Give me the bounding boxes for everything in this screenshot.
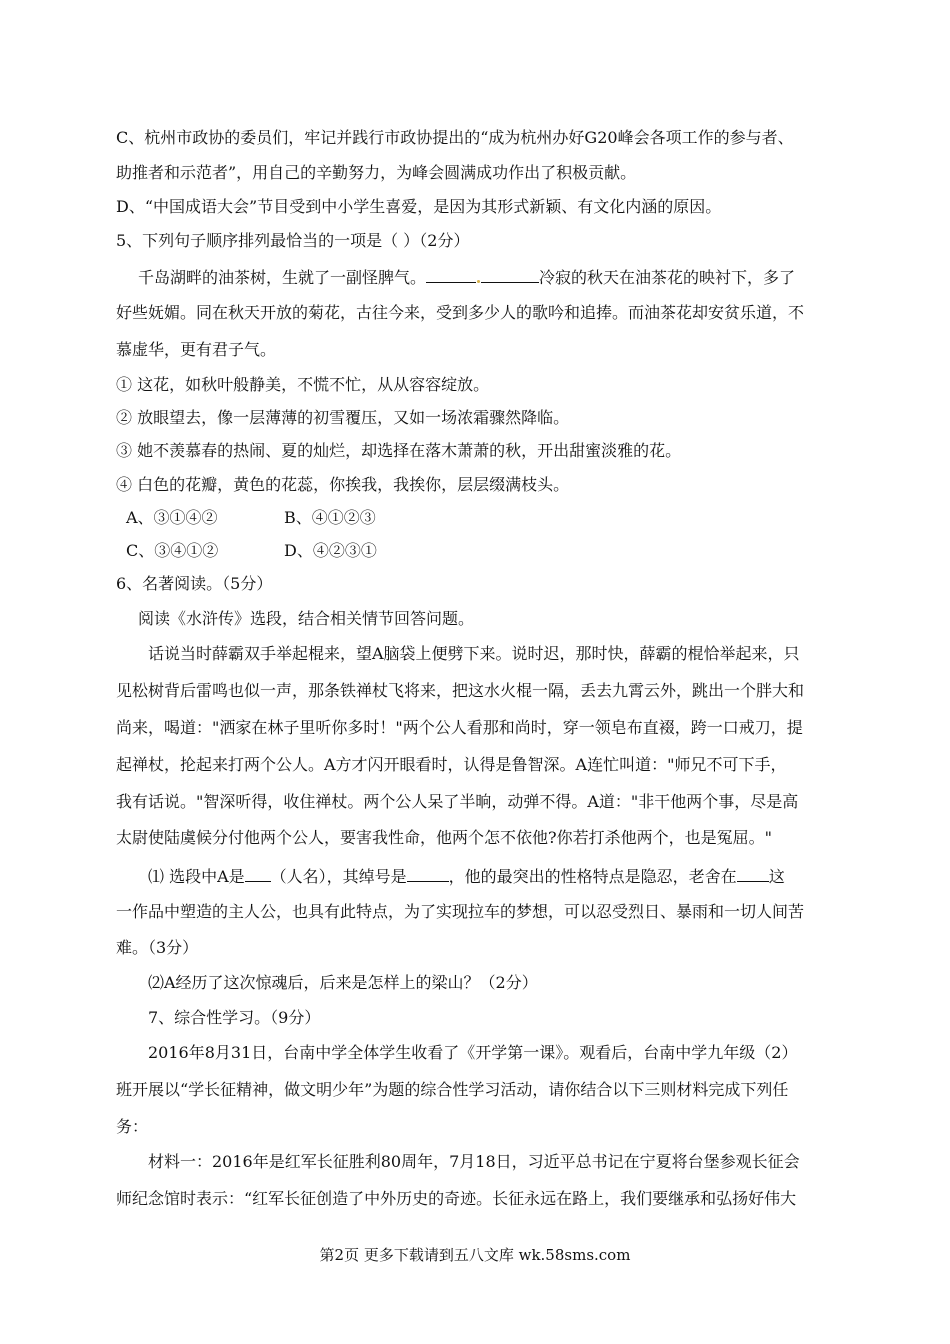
q6-sub2: ⑵A经历了这次惊魂后，后来是怎样上的梁山？（2分） xyxy=(148,973,538,992)
q5-passage-line3: 慕虚华，更有君子气。 xyxy=(116,340,277,359)
choice-c: C、③④①② xyxy=(126,541,219,560)
q7-intro-line2: 班开展以“学长征精神，做文明少年”为题的综合性学习活动，请你结合以下三则材料完成下列任 xyxy=(116,1080,789,1099)
q7-intro-line3: 务： xyxy=(116,1117,149,1136)
choice-a: A、③①④② xyxy=(126,508,218,527)
answer-blank xyxy=(481,266,539,283)
option-c-line2: 助推者和示范者”，用自己的辛勤努力，为峰会圆满成功作出了积极贡献。 xyxy=(116,163,637,182)
sentence-1: ① 这花，如秋叶般静美，不慌不忙，从从容容绽放。 xyxy=(116,375,490,394)
material-1-line2: 师纪念馆时表示：“红军长征创造了中外历史的奇迹。长征永远在路上，我们要继承和弘扬好伟大 xyxy=(116,1189,797,1208)
sentence-4: ④ 白色的花瓣，黄色的花蕊，你挨我，我挨你，层层缀满枝头。 xyxy=(116,475,570,494)
choice-d: D、④②③① xyxy=(284,541,377,560)
q5-passage-line1: 千岛湖畔的油茶树，生就了一副怪脾气。 冷寂的秋天在油茶花的映衬下，多了 xyxy=(138,268,796,287)
q6-sub1-line3: 难。（3分） xyxy=(116,938,199,957)
q6-sub1-line2: 一作品中塑造的主人公，也具有此特点，为了实现拉车的梦想，可以忍受烈日、暴雨和一切人间苦 xyxy=(116,902,805,921)
option-c-line1: C、杭州市政协的委员们，牢记并践行市政协提出的“成为杭州办好G20峰会各项工作的参与者、 xyxy=(116,128,794,147)
excerpt-line5: 我有话说。"智深听得，收住禅杖。两个公人呆了半晌，动弹不得。A道："非干他两个事，尽是高 xyxy=(116,792,799,811)
excerpt-line6: 太尉使陆虞候分付他两个公人，要害我性命，他两个怎不依他?你若打杀他两个，也是冤屈。" xyxy=(116,828,772,847)
option-d: D、“中国成语大会”节目受到中小学生喜爱，是因为其形式新颖、有文化内涵的原因。 xyxy=(116,197,722,216)
answer-blank xyxy=(737,865,769,882)
speck xyxy=(477,280,480,283)
answer-blank xyxy=(426,266,476,283)
sentence-2: ② 放眼望去，像一层薄薄的初雪覆压，又如一场浓霜骤然降临。 xyxy=(116,408,570,427)
q6-instruction: 阅读《水浒传》选段，结合相关情节回答问题。 xyxy=(138,609,475,628)
excerpt-line3: 尚来，喝道："洒家在林子里听你多时！"两个公人看那和尚时，穿一领皂布直裰，跨一口戒刀，提 xyxy=(116,718,803,737)
sentence-3: ③ 她不羡慕春的热闹、夏的灿烂，却选择在落木萧萧的秋，开出甜蜜淡雅的花。 xyxy=(116,441,682,460)
answer-blank xyxy=(407,865,449,882)
answer-blank xyxy=(245,865,271,882)
page-footer: 第2页 更多下载请到五八文库 wk.58sms.com xyxy=(319,1246,631,1264)
excerpt-line4: 起禅杖，抡起来打两个公人。A方才闪开眼看时，认得是鲁智深。A连忙叫道："师兄不可下手， xyxy=(116,755,787,774)
q6-sub1-line1: ⑴ 选段中A是 （人名），其绰号是 ，他的最突出的性格特点是隐忍，老舍在 这 xyxy=(148,867,785,886)
q7-intro-line1: 2016年8月31日，台南中学全体学生收看了《开学第一课》。观看后，台南中学九年级（2） xyxy=(148,1043,798,1062)
question-6-title: 6、名著阅读。（5分） xyxy=(116,574,273,593)
excerpt-line1: 话说当时薛霸双手举起棍来，望A脑袋上便劈下来。说时迟，那时快，薛霸的棍恰举起来，只 xyxy=(148,644,800,663)
excerpt-line2: 见松树背后雷鸣也似一声，那条铁禅杖飞将来，把这水火棍一隔，丢去九霄云外，跳出一个胖大和 xyxy=(116,681,805,700)
question-7-title: 7、综合性学习。（9分） xyxy=(148,1008,321,1027)
material-1-line1: 材料一：2016年是红军长征胜利80周年，7月18日，习近平总书记在宁夏将台堡参观长征会 xyxy=(148,1152,800,1171)
question-5-title: 5、下列句子顺序排列最恰当的一项是（ ）（2分） xyxy=(116,231,470,250)
choice-b: B、④①②③ xyxy=(284,508,376,527)
q5-passage-line2: 好些妩媚。同在秋天开放的菊花，古往今来，受到多少人的歌吟和追捧。而油茶花却安贫乐道，不 xyxy=(116,303,805,322)
